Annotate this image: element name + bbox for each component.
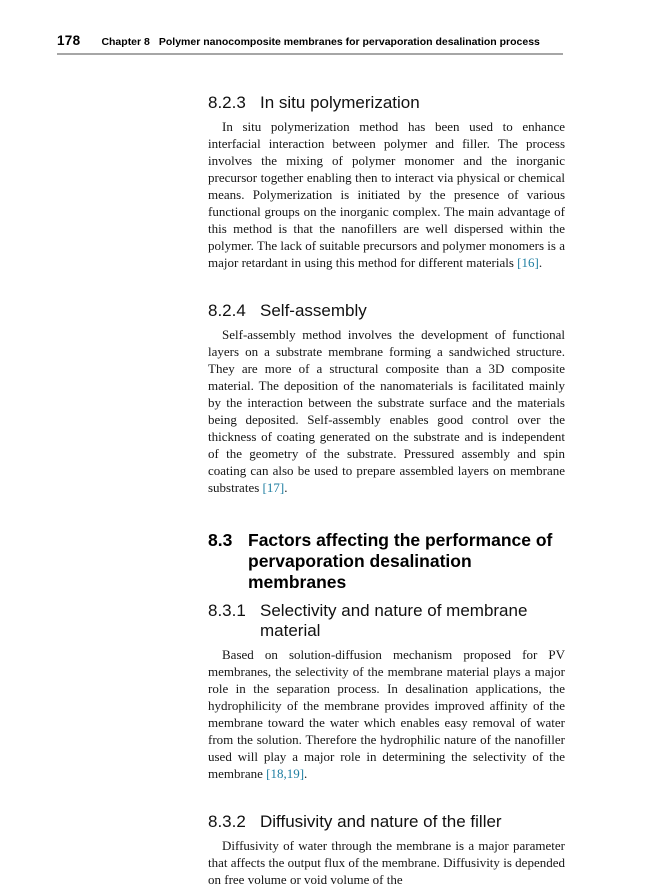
- section-number: 8.3: [208, 530, 233, 550]
- section-heading-8-3-1: [208, 601, 565, 641]
- section-heading-8-2-4: [208, 301, 565, 321]
- paragraph-8-2-3: [208, 118, 565, 271]
- chapter-title: Polymer nanocomposite membranes for pervaporation desalination process: [158, 36, 540, 48]
- paragraph-text: In situ polymerization method has been used to enhance interfacial interaction between polymer and filler. The process involves the mixing of polymer monomer and the inorganic precursor together enabling then to interact via physical or chemical means. Polymerization is initiated by the presence of various functional groups on the inorganic complex. The main advantage of this method is that the nanofillers are well dispersed within the polymer. The lack of suitable precursors and polymer monomers is a major retardant in using this method for different materials: [208, 119, 565, 270]
- section-title: Self-assembly: [260, 301, 367, 320]
- paragraph-8-3-2: [208, 837, 565, 888]
- citation-link-16[interactable]: [16]: [517, 255, 539, 270]
- paragraph-tail: .: [538, 255, 543, 270]
- paragraph-text: Self-assembly method involves the development of functional layers on a substrate membrane forming a sandwiched structure. They are more of a structural composite than a 3D composite material. The deposition of the nanomaterials is facilitated mainly by the interaction between the substrate surface and the materials being deposited. Self-assembly enables good control over the thickness of coating generated on the substrate and is independent of the geometry of the substrate. Pressured assembly and spin coating can also be used to prepare assembled layers on membrane substrates: [208, 327, 565, 495]
- running-header: [57, 33, 563, 48]
- paragraph-text: Based on solution-diffusion mechanism proposed for PV membranes, the selectivity of the membrane material plays a major role in the separation process. In desalination applications, the hydrophilicity of the membrane provides improved affinity of the membrane toward the water which enables easy removal of water from the solution. Therefore the hydrophilic nature of the nanofiller used will play a major role in determining the selectivity of the membrane: [208, 647, 565, 781]
- citation-link-17[interactable]: [17]: [262, 480, 285, 495]
- section-heading-8-2-3: [208, 93, 565, 113]
- text-column: [208, 93, 565, 888]
- section-number: 8.2.3: [208, 93, 246, 112]
- paragraph-8-3-1: [208, 646, 565, 782]
- section-heading-8-3-2: [208, 812, 565, 832]
- paragraph-tail: .: [284, 480, 288, 495]
- section-title: Diffusivity and nature of the filler: [260, 812, 502, 831]
- section-number: 8.3.2: [208, 812, 246, 831]
- paragraph-text: Diffusivity of water through the membrane is a major parameter that affects the output flux of the membrane. Diffusivity is depended on free volume or void volume of the: [208, 838, 565, 887]
- section-number: 8.3.1: [208, 601, 246, 620]
- section-number: 8.2.4: [208, 301, 246, 320]
- header-rule: [57, 53, 563, 55]
- citation-link-18-19[interactable]: [18,19]: [266, 766, 305, 781]
- paragraph-tail: .: [304, 766, 308, 781]
- chapter-label: Chapter 8: [101, 36, 150, 48]
- section-title: In situ polymerization: [260, 93, 420, 112]
- section-title: Selectivity and nature of membrane material: [260, 601, 528, 640]
- section-heading-8-3: [208, 530, 565, 593]
- paragraph-8-2-4: [208, 326, 565, 496]
- section-title: Factors affecting the performance of pervaporation desalination membranes: [248, 530, 553, 592]
- page-number: 178: [57, 33, 81, 48]
